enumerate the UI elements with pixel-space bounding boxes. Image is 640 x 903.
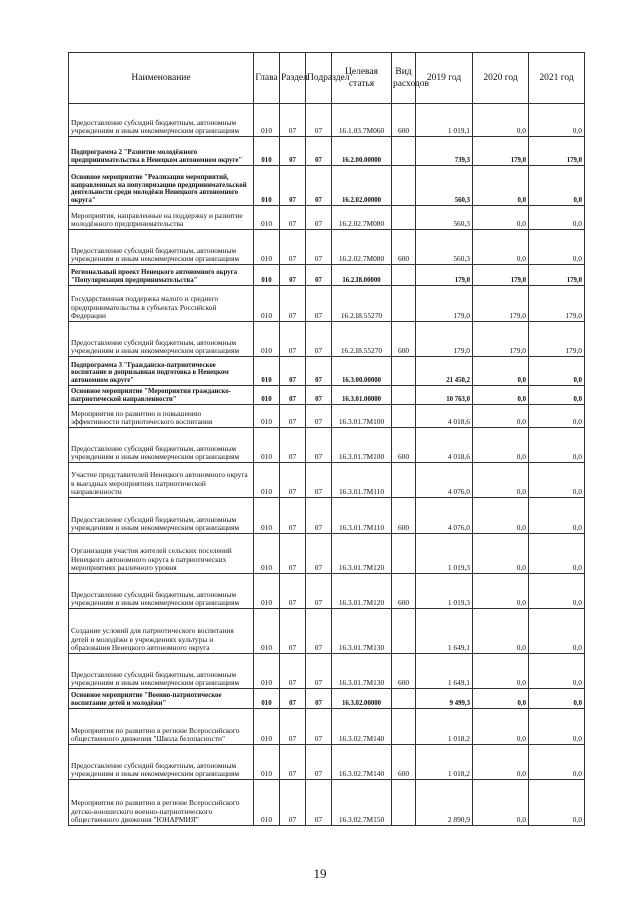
row-value-2019: 1 018,2 [416,745,473,780]
row-razdel: 07 [280,230,306,265]
row-podrazdel: 07 [306,463,332,498]
row-razdel: 07 [280,780,306,826]
row-value-2021: 0,0 [529,206,585,230]
row-name: Подпрограмма 3 "Гражданско-патриотическое воспитание и допризывная подготовка в Ненецком автономном округе" [69,357,254,386]
row-podrazdel: 07 [306,230,332,265]
row-value-2019: 4 018,6 [416,428,473,463]
row-value-2019: 560,3 [416,230,473,265]
row-podrazdel: 07 [306,386,332,405]
row-value-2021: 0,0 [529,498,585,534]
table-row [69,286,585,322]
row-value-2021: 0,0 [529,689,585,709]
row-target-article: 16.3.01.7М100 [332,405,392,428]
row-value-2019: 10 763,0 [416,386,473,405]
row-podrazdel: 07 [306,745,332,780]
row-podrazdel: 07 [306,166,332,206]
table-row [69,206,585,230]
table-row [69,386,585,405]
row-expense-type [392,137,416,166]
row-value-2020: 0,0 [473,498,529,534]
row-value-2021: 0,0 [529,709,585,745]
row-value-2020: 0,0 [473,689,529,709]
row-value-2021: 0,0 [529,428,585,463]
row-name: Мероприятия по развитию в регионе Всероссийского детско-юношеского военно-патриотического общественного движения "ЮНАРМИЯ" [69,780,254,826]
row-target-article: 16.3.02.00000 [332,689,392,709]
row-glava: 010 [254,463,280,498]
row-target-article: 16.3.01.7М100 [332,428,392,463]
row-value-2020: 0,0 [473,780,529,826]
row-name: Предоставление субсидий бюджетным, автономным учреждениям и иным некоммерческим организациям [69,428,254,463]
row-razdel: 07 [280,137,306,166]
header-2019: 2019 год [416,53,473,104]
row-target-article: 16.3.01.7М130 [332,609,392,654]
budget-table [68,52,585,826]
row-razdel: 07 [280,386,306,405]
row-razdel: 07 [280,609,306,654]
row-value-2019: 4 018,6 [416,405,473,428]
row-podrazdel: 07 [306,574,332,609]
row-value-2021: 0,0 [529,104,585,137]
row-value-2021: 179,0 [529,137,585,166]
row-razdel: 07 [280,286,306,322]
header-target-article: Целевая статья [332,53,392,104]
table-row [69,534,585,574]
row-expense-type: 600 [392,428,416,463]
table-row [69,574,585,609]
row-value-2019: 4 076,0 [416,463,473,498]
row-value-2020: 0,0 [473,609,529,654]
row-glava: 010 [254,609,280,654]
row-podrazdel: 07 [306,322,332,357]
row-value-2020: 0,0 [473,574,529,609]
table-row [69,654,585,689]
row-razdel: 07 [280,654,306,689]
row-glava: 010 [254,386,280,405]
row-target-article: 16.3.00.00000 [332,357,392,386]
table-row [69,609,585,654]
row-expense-type [392,709,416,745]
row-value-2020: 0,0 [473,230,529,265]
row-value-2019: 21 450,2 [416,357,473,386]
header-row [69,53,585,104]
row-glava: 010 [254,709,280,745]
row-value-2021: 0,0 [529,386,585,405]
header-expense-type: Вид расходов [392,53,416,104]
row-value-2020: 0,0 [473,654,529,689]
header-2020: 2020 год [473,53,529,104]
row-value-2021: 0,0 [529,357,585,386]
row-name: Предоставление субсидий бюджетным, автономным учреждениям и иным некоммерческим организациям [69,654,254,689]
row-glava: 010 [254,498,280,534]
row-value-2019: 179,0 [416,322,473,357]
row-glava: 010 [254,230,280,265]
row-podrazdel: 07 [306,709,332,745]
row-value-2021: 0,0 [529,574,585,609]
row-target-article: 16.3.01.7М120 [332,534,392,574]
row-razdel: 07 [280,104,306,137]
row-value-2020: 0,0 [473,428,529,463]
row-podrazdel: 07 [306,137,332,166]
row-razdel: 07 [280,405,306,428]
row-name: Предоставление субсидий бюджетным, автономным учреждениям и иным некоммерческим организациям [69,322,254,357]
row-expense-type: 600 [392,574,416,609]
row-value-2020: 0,0 [473,745,529,780]
row-podrazdel: 07 [306,104,332,137]
row-target-article: 16.2.I8.55270 [332,322,392,357]
table-row [69,137,585,166]
table-row [69,745,585,780]
row-target-article: 16.2.02.7М080 [332,230,392,265]
row-glava: 010 [254,357,280,386]
row-name: Предоставление субсидий бюджетным, автономным учреждениям и иным некоммерческим организациям [69,230,254,265]
row-expense-type: 600 [392,654,416,689]
row-target-article: 16.2.02.00000 [332,166,392,206]
row-name: Мероприятия по развитию в регионе Всероссийского общественного движения "Школа безопасности" [69,709,254,745]
row-value-2021: 179,0 [529,286,585,322]
row-target-article: 16.3.01.00000 [332,386,392,405]
row-value-2019: 560,3 [416,166,473,206]
row-razdel: 07 [280,534,306,574]
row-value-2019: 1 019,3 [416,534,473,574]
row-value-2021: 0,0 [529,230,585,265]
row-razdel: 07 [280,745,306,780]
row-glava: 010 [254,534,280,574]
row-razdel: 07 [280,265,306,286]
row-value-2020: 0,0 [473,166,529,206]
row-target-article: 16.2.I8.00000 [332,265,392,286]
row-podrazdel: 07 [306,534,332,574]
row-value-2019: 179,0 [416,265,473,286]
row-value-2020: 0,0 [473,405,529,428]
row-glava: 010 [254,286,280,322]
row-podrazdel: 07 [306,265,332,286]
row-glava: 010 [254,780,280,826]
row-name: Основное мероприятие "Военно-патриотическое воспитание детей и молодёжи" [69,689,254,709]
row-value-2019: 179,0 [416,286,473,322]
row-podrazdel: 07 [306,609,332,654]
row-expense-type: 600 [392,322,416,357]
table-row [69,357,585,386]
row-target-article: 16.2.00.00000 [332,137,392,166]
row-name: Предоставление субсидий бюджетным, автономным учреждениям и иным некоммерческим организациям [69,745,254,780]
row-podrazdel: 07 [306,206,332,230]
table-row [69,428,585,463]
row-value-2019: 1 018,2 [416,709,473,745]
row-glava: 010 [254,322,280,357]
row-expense-type: 600 [392,104,416,137]
row-value-2021: 0,0 [529,745,585,780]
row-value-2021: 179,0 [529,322,585,357]
row-glava: 010 [254,428,280,463]
row-value-2020: 0,0 [473,386,529,405]
row-name: Основное мероприятие "Мероприятия гражданско-патриотической направленности" [69,386,254,405]
row-podrazdel: 07 [306,428,332,463]
row-razdel: 07 [280,574,306,609]
row-target-article: 16.3.01.7М120 [332,574,392,609]
row-value-2020: 0,0 [473,709,529,745]
row-value-2020: 0,0 [473,104,529,137]
row-glava: 010 [254,574,280,609]
table-row [69,166,585,206]
row-glava: 010 [254,265,280,286]
row-value-2021: 0,0 [529,780,585,826]
row-value-2021: 0,0 [529,405,585,428]
row-target-article: 16.3.02.7М140 [332,745,392,780]
row-podrazdel: 07 [306,357,332,386]
row-glava: 010 [254,689,280,709]
row-razdel: 07 [280,498,306,534]
row-value-2019: 1 649,1 [416,609,473,654]
row-value-2020: 179,0 [473,322,529,357]
row-value-2019: 1 649,1 [416,654,473,689]
row-value-2019: 2 890,9 [416,780,473,826]
row-value-2019: 560,3 [416,206,473,230]
row-glava: 010 [254,166,280,206]
table-row [69,405,585,428]
row-razdel: 07 [280,689,306,709]
table-row [69,498,585,534]
row-razdel: 07 [280,428,306,463]
row-value-2019: 4 076,0 [416,498,473,534]
header-name: Наименование [69,53,254,104]
row-value-2020: 179,0 [473,265,529,286]
row-target-article: 16.3.02.7М150 [332,780,392,826]
row-podrazdel: 07 [306,780,332,826]
table-row [69,709,585,745]
row-name: Предоставление субсидий бюджетным, автономным учреждениям и иным некоммерческим организациям [69,498,254,534]
row-value-2020: 0,0 [473,357,529,386]
row-expense-type [392,206,416,230]
row-expense-type [392,463,416,498]
row-value-2020: 179,0 [473,286,529,322]
row-name: Мероприятия по развитию и повышению эффективности патриотического воспитания [69,405,254,428]
row-glava: 010 [254,104,280,137]
table-row [69,322,585,357]
row-expense-type [392,166,416,206]
header-2021: 2021 год [529,53,585,104]
row-value-2021: 0,0 [529,609,585,654]
row-glava: 010 [254,206,280,230]
row-razdel: 07 [280,322,306,357]
row-target-article: 16.3.02.7М140 [332,709,392,745]
row-podrazdel: 07 [306,498,332,534]
row-razdel: 07 [280,463,306,498]
row-razdel: 07 [280,166,306,206]
row-expense-type [392,609,416,654]
row-target-article: 16.2.02.7М080 [332,206,392,230]
row-target-article: 16.3.01.7М110 [332,463,392,498]
row-name: Создание условий для патриотического воспитания детей и молодёжи в учреждениях культуры и образования Ненецкого автономного округа [69,609,254,654]
row-name: Государственная поддержка малого и среднего предпринимательства в субъектах Российской Федерации [69,286,254,322]
row-expense-type [392,265,416,286]
row-podrazdel: 07 [306,286,332,322]
row-name: Предоставление субсидий бюджетным, автономным учреждениям и иным некоммерческим организациям [69,574,254,609]
table-row [69,689,585,709]
row-name: Организация участия жителей сельских поселений Ненецкого автономного округа в патриотических мероприятиях различного уровня [69,534,254,574]
row-target-article: 16.2.I8.55270 [332,286,392,322]
row-name: Предоставление субсидий бюджетным, автономным учреждениям и иным некоммерческим организациям [69,104,254,137]
row-value-2019: 739,3 [416,137,473,166]
row-razdel: 07 [280,206,306,230]
row-value-2021: 0,0 [529,654,585,689]
row-target-article: 16.1.03.7М060 [332,104,392,137]
row-expense-type: 600 [392,745,416,780]
row-glava: 010 [254,137,280,166]
row-name: Мероприятия, направленные на поддержку и развитие молодёжного предпринимательства [69,206,254,230]
row-value-2019: 9 499,3 [416,689,473,709]
row-expense-type [392,405,416,428]
row-glava: 010 [254,654,280,689]
row-value-2019: 1 019,3 [416,574,473,609]
header-podrazdel: Подраздел [306,53,332,104]
row-name: Региональный проект Ненецкого автономного округа "Популяризация предпринимательства" [69,265,254,286]
row-target-article: 16.3.01.7М130 [332,654,392,689]
row-glava: 010 [254,405,280,428]
row-expense-type [392,357,416,386]
row-expense-type [392,386,416,405]
row-expense-type [392,780,416,826]
row-value-2021: 0,0 [529,534,585,574]
table-row [69,230,585,265]
row-value-2021: 0,0 [529,463,585,498]
row-value-2020: 0,0 [473,534,529,574]
row-glava: 010 [254,745,280,780]
row-expense-type [392,286,416,322]
table-row [69,265,585,286]
row-name: Участие представителей Ненецкого автономного округа в выездных мероприятиях патриотической направленности [69,463,254,498]
row-name: Подпрограмма 2 "Развитие молодёжного предпринимательства в Ненецком автономном округе" [69,137,254,166]
row-razdel: 07 [280,357,306,386]
row-value-2021: 0,0 [529,166,585,206]
row-value-2020: 0,0 [473,206,529,230]
header-glava: Глава [254,53,280,104]
table-body [69,104,585,826]
row-expense-type [392,534,416,574]
row-target-article: 16.3.01.7М110 [332,498,392,534]
row-name: Основное мероприятие "Реализация мероприятий, направленных на популяризацию предпринимательской деятельности среди молодёжи Ненецкого автономного округа" [69,166,254,206]
table-row [69,780,585,826]
table-row [69,104,585,137]
row-podrazdel: 07 [306,689,332,709]
row-value-2019: 1 019,1 [416,104,473,137]
table-row [69,463,585,498]
row-podrazdel: 07 [306,405,332,428]
header-razdel: Раздел [280,53,306,104]
row-expense-type: 600 [392,230,416,265]
row-value-2021: 179,0 [529,265,585,286]
row-value-2020: 0,0 [473,463,529,498]
row-podrazdel: 07 [306,654,332,689]
row-expense-type: 600 [392,498,416,534]
page-number: 19 [313,866,327,881]
row-razdel: 07 [280,709,306,745]
row-value-2020: 179,0 [473,137,529,166]
row-expense-type [392,689,416,709]
